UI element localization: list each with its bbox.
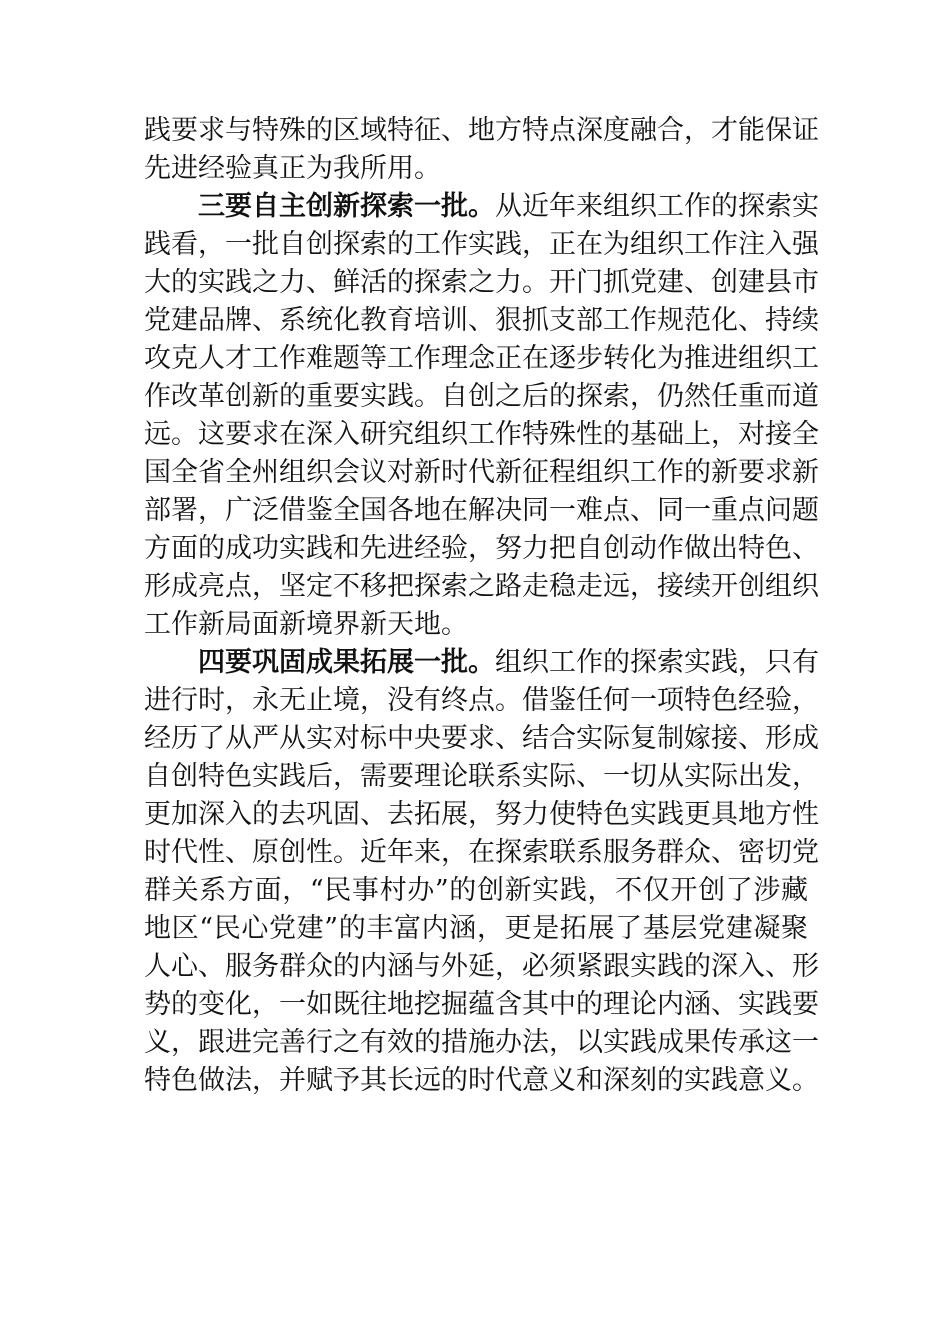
paragraph-3-line: 自创特色实践后，需要理论联系实际、一切从实际出发， [144, 761, 819, 792]
paragraph-3-line: 地区“民心党建”的丰富内涵，更是拓展了基层党建凝聚 [144, 913, 808, 944]
paragraph-3-line: 更加深入的去巩固、去拓展，努力使特色实践更具地方性 [144, 799, 819, 830]
paragraph-3-line: 时代性、原创性。近年来，在探索联系服务群众、密切党 [144, 837, 819, 868]
paragraph-2-line: 大的实践之力、鲜活的探索之力。开门抓党建、创建县市 [144, 267, 819, 298]
paragraph-2-line: 党建品牌、系统化教育培训、狠抓支部工作规范化、持续 [144, 305, 819, 336]
paragraph-3-text: 组织工作的探索实践，只有 [495, 647, 819, 678]
paragraph-2-line: 工作新局面新境界新天地。 [144, 609, 468, 640]
paragraph-3-line-1 [144, 644, 819, 682]
paragraph-3-line: 经历了从严从实对标中央要求、结合实际复制嫁接、形成 [144, 723, 819, 754]
paragraph-2-text: 从近年来组织工作的探索实 [495, 191, 819, 222]
paragraph-3-line: 进行时，永无止境，没有终点。借鉴任何一项特色经验， [144, 685, 819, 716]
paragraph-3-heading: 四要巩固成果拓展一批。 [198, 647, 495, 678]
paragraph-2-heading: 三要自主创新探索一批。 [198, 191, 495, 222]
paragraph-2-line: 国全省全州组织会议对新时代新征程组织工作的新要求新 [144, 457, 819, 488]
paragraph-2-line: 形成亮点，坚定不移把探索之路走稳走远，接续开创组织 [144, 571, 819, 602]
paragraph-3-line: 群关系方面，“民事村办”的创新实践，不仅开创了涉藏 [144, 875, 808, 906]
paragraph-2-line: 远。这要求在深入研究组织工作特殊性的基础上，对接全 [144, 419, 819, 450]
paragraph-2-line: 部署，广泛借鉴全国各地在解决同一难点、同一重点问题 [144, 495, 819, 526]
paragraph-1-line-1: 践要求与特殊的区域特征、地方特点深度融合，才能保证 [144, 115, 819, 146]
paragraph-2-line: 方面的成功实践和先进经验，努力把自创动作做出特色、 [144, 533, 819, 564]
paragraph-2-line-1 [144, 188, 819, 226]
paragraph-3-line: 特色做法，并赋予其长远的时代意义和深刻的实践意义。 [144, 1065, 819, 1096]
body-text [144, 112, 819, 1100]
paragraph-1-line-2: 先进经验真正为我所用。 [144, 153, 441, 184]
paragraph-3-line: 势的变化，一如既往地挖掘蕴含其中的理论内涵、实践要 [144, 989, 819, 1020]
paragraph-2-line: 践看，一批自创探索的工作实践，正在为组织工作注入强 [144, 229, 819, 260]
paragraph-3-line: 义，跟进完善行之有效的措施办法，以实践成果传承这一 [144, 1027, 819, 1058]
paragraph-2-line: 作改革创新的重要实践。自创之后的探索，仍然任重而道 [144, 381, 819, 412]
paragraph-2-line: 攻克人才工作难题等工作理念正在逐步转化为推进组织工 [144, 343, 819, 374]
paragraph-3-line: 人心、服务群众的内涵与外延，必须紧跟实践的深入、形 [144, 951, 819, 982]
